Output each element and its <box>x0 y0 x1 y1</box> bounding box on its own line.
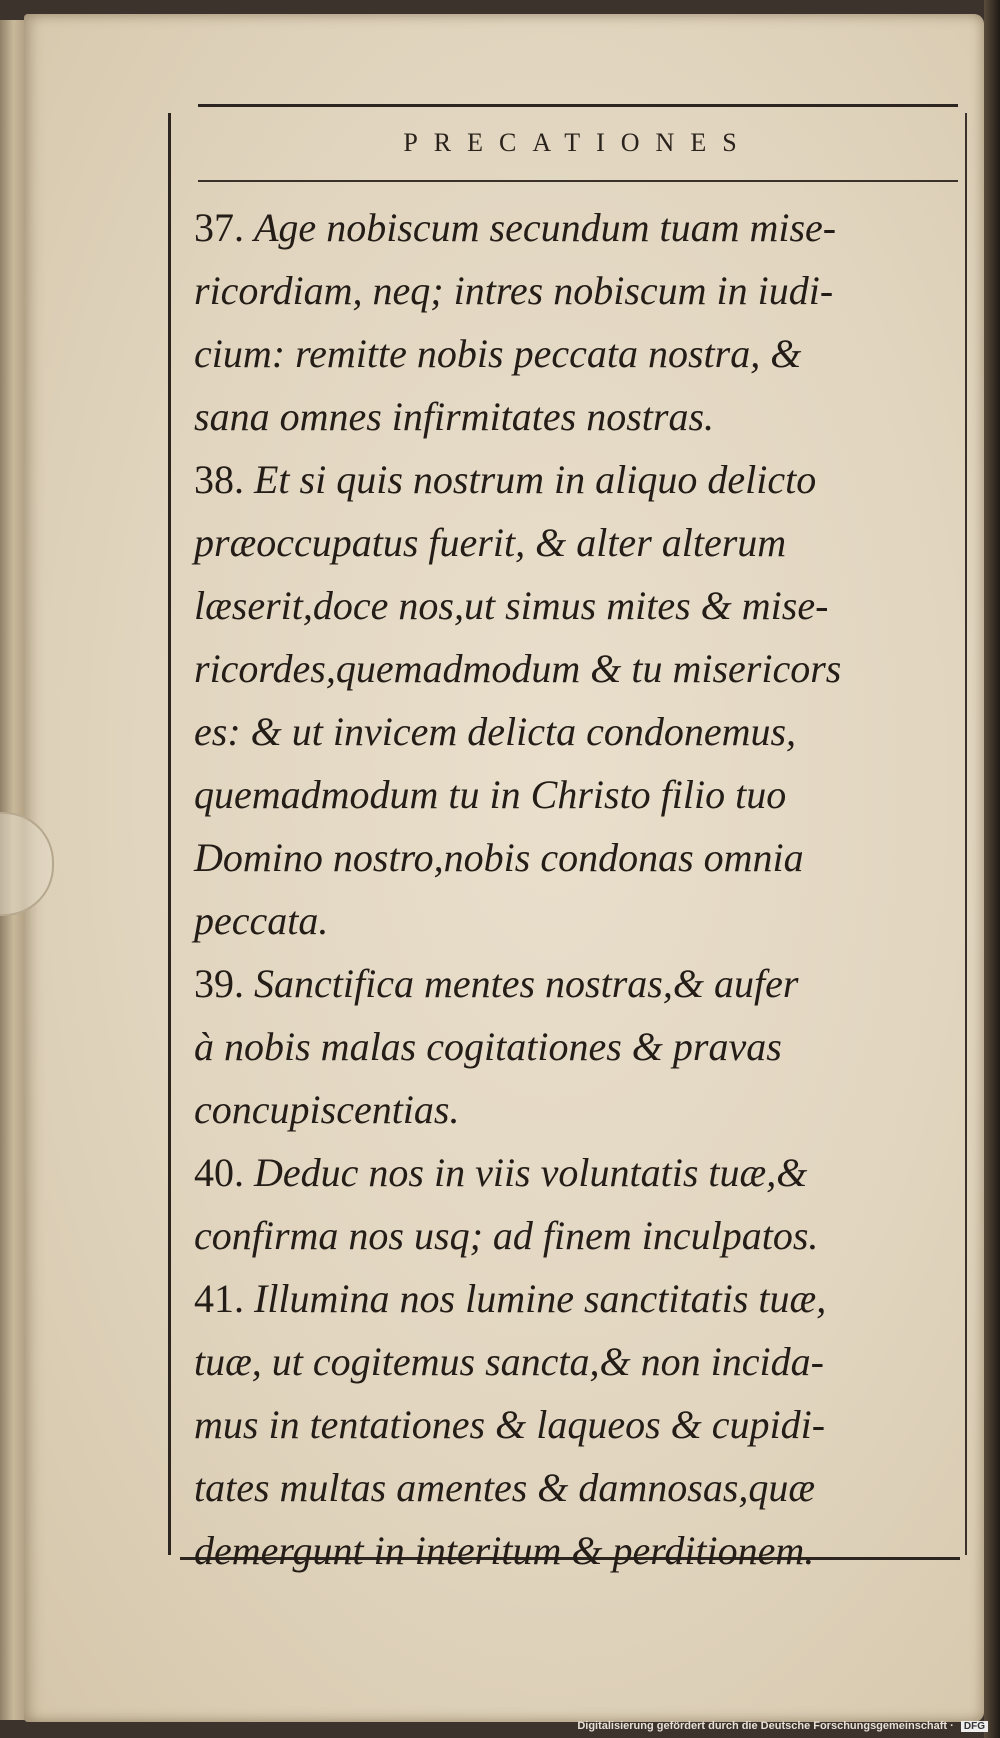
line-text: sana omnes infirmitates nostras. <box>194 394 715 439</box>
dfg-logo: DFG <box>961 1721 988 1732</box>
line-text: Deduc nos in viis voluntatis tuæ,& <box>254 1150 808 1195</box>
text-line <box>194 448 954 511</box>
line-text: mus in tentationes & laqueos & cupidi- <box>194 1402 826 1447</box>
line-text: læserit,doce nos,ut simus mites & mise- <box>194 583 829 628</box>
text-line <box>194 574 954 637</box>
verse-number: 37. <box>194 205 244 250</box>
top-rule <box>198 104 958 107</box>
text-line <box>194 952 954 1015</box>
text-line <box>194 1141 954 1204</box>
text-line <box>194 1015 954 1078</box>
credit-text: Digitalisierung gefördert durch die Deutsche Forschungsgemeinschaft · <box>577 1720 954 1732</box>
text-line <box>194 259 954 322</box>
line-text: Domino nostro,nobis condonas omnia <box>194 835 804 880</box>
text-line <box>194 637 954 700</box>
verse-number: 40. <box>194 1150 244 1195</box>
prayer-text <box>194 196 954 1582</box>
line-text: quemadmodum tu in Christo filio tuo <box>194 772 787 817</box>
verse-number: 38. <box>194 457 244 502</box>
line-text: tuæ, ut cogitemus sancta,& non incida- <box>194 1339 824 1384</box>
text-line <box>194 1456 954 1519</box>
text-line <box>194 700 954 763</box>
line-text: ricordiam, neq; intres nobiscum in iudi- <box>194 268 834 313</box>
text-line <box>194 1204 954 1267</box>
text-line <box>194 1519 954 1582</box>
book-right-edge <box>984 0 1000 1738</box>
digitization-credit <box>577 1720 988 1732</box>
text-line <box>194 511 954 574</box>
verse-number: 39. <box>194 961 244 1006</box>
line-text: Sanctifica mentes nostras,& aufer <box>254 961 799 1006</box>
line-text: Et si quis nostrum in aliquo delicto <box>254 457 817 502</box>
line-text: præoccupatus fuerit, & alter alterum <box>194 520 787 565</box>
line-text: es: & ut invicem delicta condonemus, <box>194 709 797 754</box>
line-text: Illumina nos lumine sanctitatis tuæ, <box>254 1276 827 1321</box>
text-line <box>194 385 954 448</box>
line-text: ricordes,quemadmodum & tu misericors <box>194 646 842 691</box>
text-line <box>194 763 954 826</box>
header-rule <box>198 180 958 182</box>
line-text: confirma nos usq; ad finem inculpatos. <box>194 1213 819 1258</box>
text-line <box>194 889 954 952</box>
line-text: à nobis malas cogitationes & pravas <box>194 1024 782 1069</box>
line-text: tates multas amentes & damnosas,quæ <box>194 1465 816 1510</box>
line-text: demergunt in interitum & perditionem. <box>194 1528 815 1573</box>
text-line <box>194 1078 954 1141</box>
running-head: PRECATIONES <box>403 128 753 157</box>
line-text: cium: remitte nobis peccata nostra, & <box>194 331 802 376</box>
verse-number: 41. <box>194 1276 244 1321</box>
line-text: Age nobiscum secundum tuam mise- <box>254 205 837 250</box>
line-text: concupiscentias. <box>194 1087 460 1132</box>
text-line <box>194 196 954 259</box>
text-line <box>194 1330 954 1393</box>
text-line <box>194 1393 954 1456</box>
line-text: peccata. <box>194 898 329 943</box>
text-line <box>194 322 954 385</box>
text-line <box>194 826 954 889</box>
text-line <box>194 1267 954 1330</box>
